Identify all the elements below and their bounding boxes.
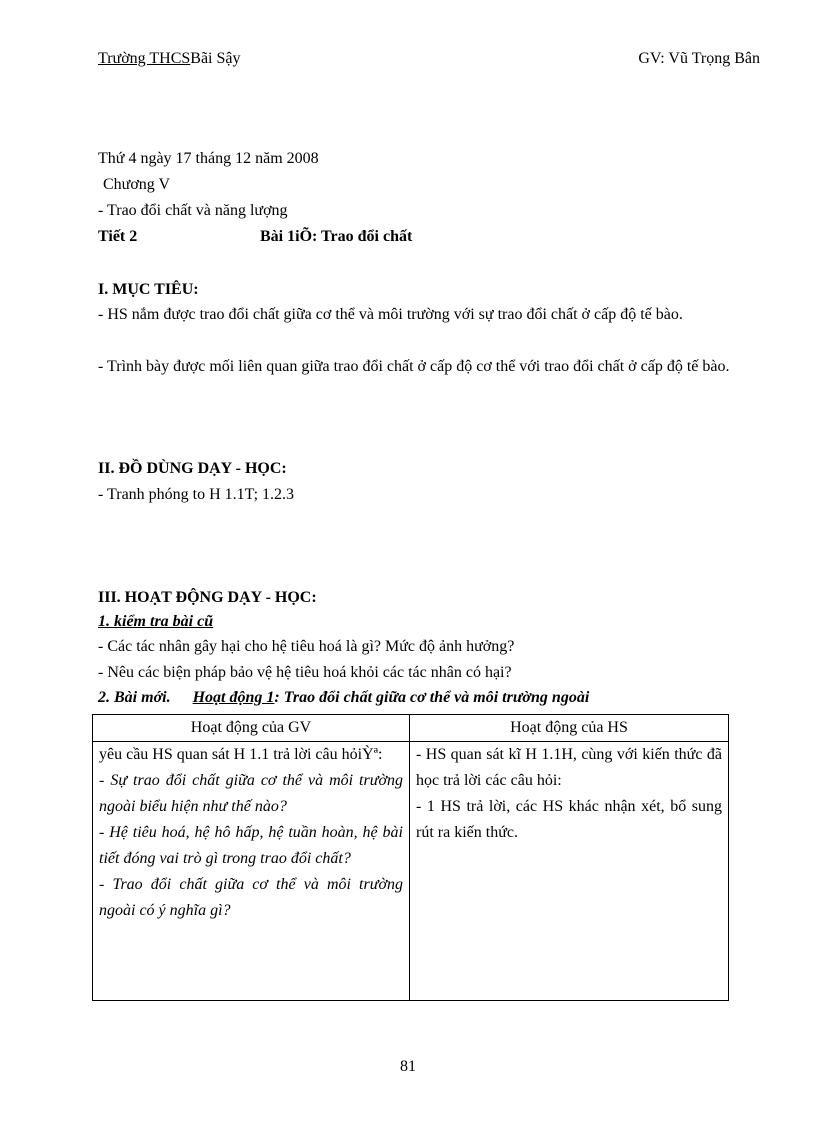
hs-item-2: - 1 HS trả lời, các HS khác nhận xét, bổ sung rút ra kiến thức. <box>416 798 722 841</box>
header-teacher: GV: Vũ Trọng Bân <box>638 50 760 67</box>
lesson-title: Bài 1iÕ: Trao đổi chất <box>260 228 413 245</box>
hs-item-1: - HS quan sát kĩ H 1.1H, cùng với kiến thức đã học trả lời các câu hỏi: <box>416 746 722 789</box>
activity-label: Hoạt động 1 <box>192 689 275 706</box>
section3-heading: III. HOẠT ĐỘNG DẠY - HỌC: <box>98 589 317 606</box>
gv-question-2: - Hệ tiêu hoá, hệ hô hấp, hệ tuần hoàn, hệ bài tiết đóng vai trò gì trong trao đổi chất? <box>99 824 403 867</box>
lesson-date: Thứ 4 ngày 17 tháng 12 năm 2008 <box>98 150 319 167</box>
header-hs: Hoạt động của HS <box>410 715 729 742</box>
header-school <box>98 50 241 68</box>
chapter-title: - Trao đổi chất và năng lượng <box>98 202 288 219</box>
gv-question-1: - Sự trao đổi chất giữa cơ thể và môi trường ngoài biểu hiện như thế nào? <box>99 772 403 815</box>
table-header-row <box>93 715 729 742</box>
page-number: 81 <box>400 1058 416 1075</box>
school-prefix: Trường THCS <box>98 50 191 67</box>
header-gv: Hoạt động của GV <box>93 715 410 742</box>
table-row <box>93 742 729 1001</box>
new-lesson-label: 2. Bài mới. <box>98 689 171 706</box>
materials-item: - Tranh phóng to H 1.1T; 1.2.3 <box>98 486 295 503</box>
objective-2: - Trình bày được mối liên quan giữa trao đổi chất ở cấp độ cơ thể với trao đổi chất ở cấp độ tế bào. <box>98 358 730 375</box>
section2-heading: II. ĐỒ DÙNG DẠY - HỌC: <box>98 460 287 477</box>
review-heading: 1. kiểm tra bài cũ <box>98 613 214 630</box>
new-lesson-line <box>98 689 589 707</box>
hs-cell <box>410 742 729 1001</box>
objective-1: - HS nắm được trao đổi chất giữa cơ thể và môi trường với sự trao đổi chất ở cấp độ tế bào. <box>98 306 683 323</box>
review-question-2: - Nêu các biện pháp bảo vệ hệ tiêu hoá khỏi các tác nhân có hại? <box>98 664 512 681</box>
school-name: Bãi Sậy <box>190 50 241 67</box>
gv-cell <box>93 742 410 1001</box>
review-question-1: - Các tác nhân gây hại cho hệ tiêu hoá là gì? Mức độ ảnh hưởng? <box>98 638 515 655</box>
chapter-label: Chương V <box>103 176 171 193</box>
gv-question-3: - Trao đổi chất giữa cơ thể và môi trường ngoài có ý nghĩa gì? <box>99 876 403 919</box>
lesson-period: Tiết 2 <box>98 228 138 245</box>
section1-heading: I. MỤC TIÊU: <box>98 281 199 298</box>
activity-table <box>92 714 729 1001</box>
gv-intro: yêu cầu HS quan sát H 1.1 trả lời câu hỏiỲª: <box>99 746 383 763</box>
activity-title: : Trao đổi chất giữa cơ thể và môi trường ngoài <box>274 689 590 706</box>
